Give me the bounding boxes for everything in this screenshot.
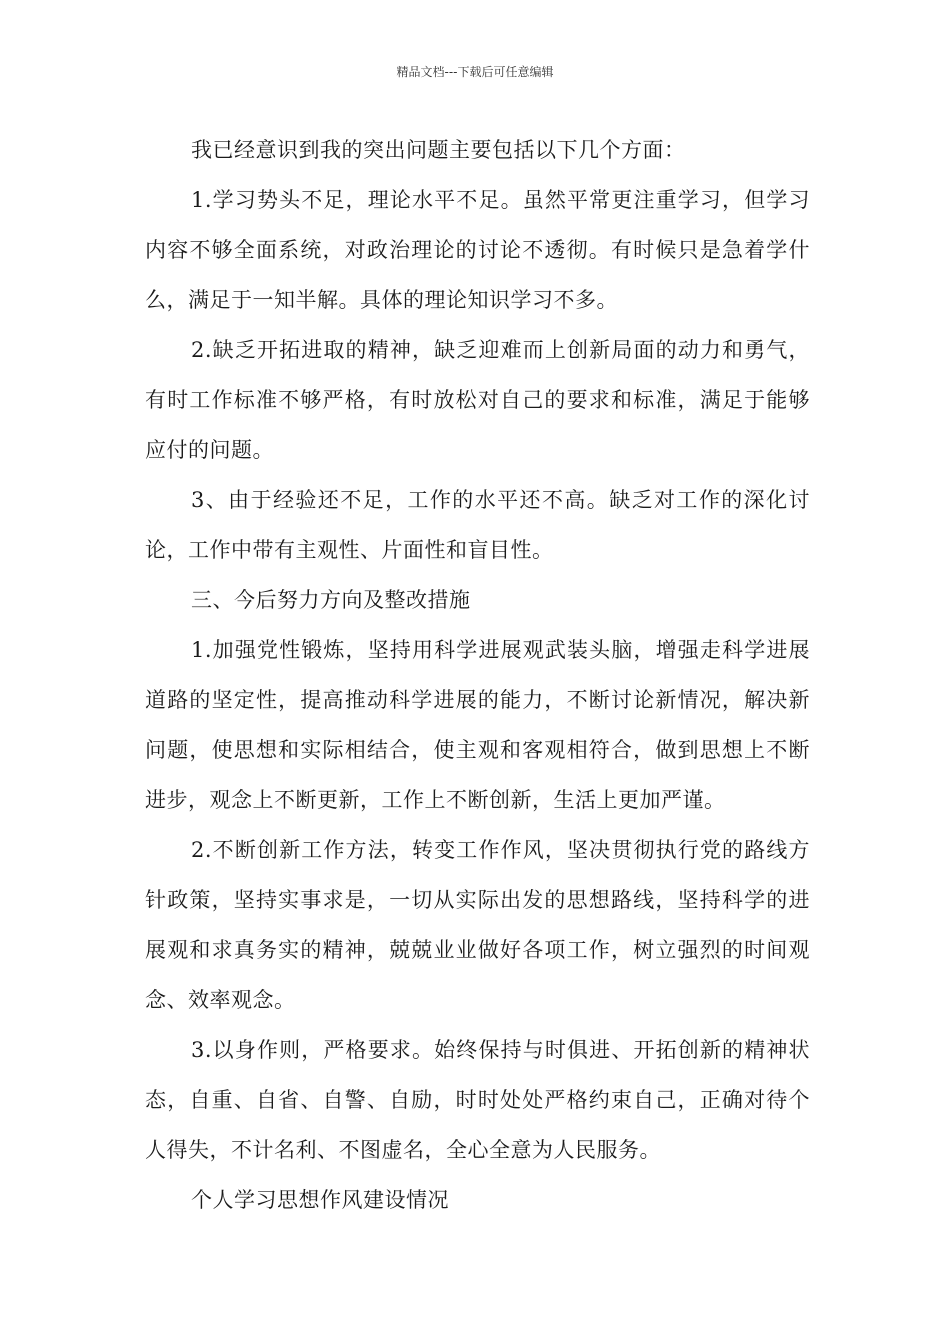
- section-heading: 三、今后努力方向及整改措施: [191, 588, 471, 612]
- page-header: 精品文档---下载后可任意编辑: [396, 65, 554, 79]
- measure-2-paragraph: 2.不断创新工作方法，转变工作作风，坚决贯彻执行党的路线方针政策，坚持实事求是，一切从实际出发的思想路线，坚持科学的进展观和求真务实的精神，兢兢业业做好各项工作，树立强烈的时间观念、效率观念。: [145, 838, 810, 1012]
- intro-paragraph: 我已经意识到我的突出问题主要包括以下几个方面：: [191, 138, 686, 162]
- measure-3-paragraph: 3.以身作则，严格要求。始终保持与时俱进、开拓创新的精神状态，自重、自省、自警、自励，时时处处严格约束自己，正确对待个人得失，不计名利、不图虚名，全心全意为人民服务。: [145, 1038, 810, 1162]
- problem-3-paragraph: 3、由于经验还不足，工作的水平还不高。缺乏对工作的深化讨论，工作中带有主观性、片面性和盲目性。: [145, 488, 810, 562]
- document-body: [145, 125, 810, 1225]
- measure-1-paragraph: 1.加强党性锻炼，坚持用科学进展观武装头脑，增强走科学进展道路的坚定性，提高推动科学进展的能力，不断讨论新情况，解决新问题，使思想和实际相结合，使主观和客观相符合，做到思想上不断进步，观念上不断更新，工作上不断创新，生活上更加严谨。: [145, 638, 810, 812]
- problem-2-paragraph: 2.缺乏开拓进取的精神，缺乏迎难而上创新局面的动力和勇气，有时工作标准不够严格，有时放松对自己的要求和标准，满足于能够应付的问题。: [145, 338, 810, 462]
- closing-heading: 个人学习思想作风建设情况: [191, 1188, 449, 1212]
- problem-1-paragraph: 1.学习势头不足，理论水平不足。虽然平常更注重学习，但学习内容不够全面系统，对政治理论的讨论不透彻。有时候只是急着学什么，满足于一知半解。具体的理论知识学习不多。: [145, 188, 810, 312]
